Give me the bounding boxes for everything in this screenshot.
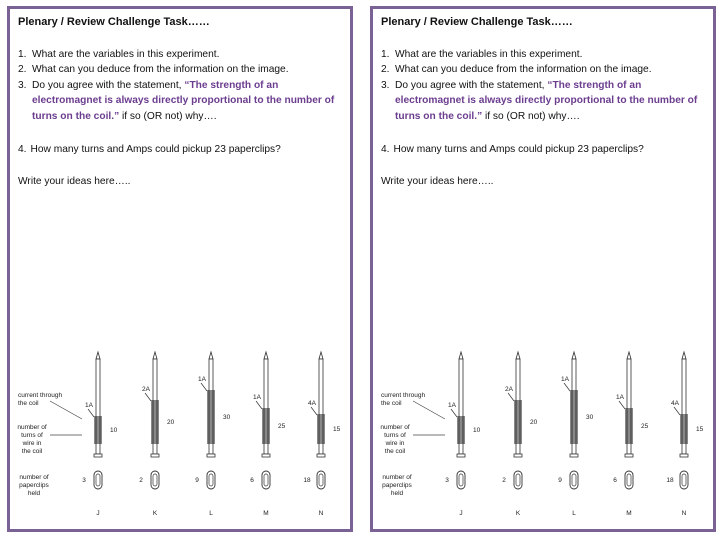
question-number: 2. [381, 64, 390, 76]
magnet-label: M [626, 510, 632, 517]
paperclip-count: 3 [445, 477, 449, 484]
current-arrow [88, 409, 94, 417]
electromagnet-L [558, 352, 593, 517]
row-label-turns: wire in [22, 440, 42, 447]
question-number: 4. [18, 144, 27, 155]
nail-tip [459, 352, 463, 359]
paperclip-count: 9 [195, 477, 199, 484]
question-number: 1. [381, 49, 390, 60]
question-text-end: if so (OR not) why…. [119, 110, 217, 122]
nail-head [457, 454, 465, 457]
nail-tip [572, 352, 576, 359]
task-card-right [370, 6, 716, 532]
nail-head [570, 454, 578, 457]
nail-shaft [319, 359, 323, 454]
question-text: What can you deduce from the information on the image. [32, 64, 289, 76]
current-arrow [451, 409, 457, 417]
question-1 [381, 47, 711, 62]
card-title: Plenary / Review Challenge Task…… [381, 16, 573, 28]
nail-shaft [96, 359, 100, 454]
current-label: 1A [561, 376, 569, 383]
electromagnet-K [139, 352, 174, 517]
current-label: 4A [308, 400, 316, 407]
magnet-label: N [681, 510, 687, 517]
paperclip-inner [153, 474, 157, 486]
nail-head [262, 454, 270, 457]
current-label: 2A [505, 386, 513, 393]
paperclip-inner [96, 474, 100, 486]
row-label-paperclips: held [27, 490, 41, 497]
write-prompt: Write your ideas here….. [381, 176, 494, 187]
current-arrow [674, 407, 680, 415]
current-arrow [145, 393, 151, 401]
nail-shaft [627, 359, 631, 454]
row-label-paperclips: held [390, 490, 404, 497]
current-label: 1A [198, 376, 206, 383]
row-label-turns: number of [380, 424, 410, 431]
nail-head [151, 454, 159, 457]
question-text: How many turns and Amps could pickup 23 paperclips? [30, 144, 281, 155]
turns-label: 25 [278, 423, 286, 430]
current-label: 1A [85, 402, 93, 409]
question-text: How many turns and Amps could pickup 23 paperclips? [393, 144, 644, 155]
nail-head [317, 454, 325, 457]
paperclip-count: 2 [502, 477, 506, 484]
turns-label: 20 [530, 419, 538, 426]
question-1 [18, 47, 348, 62]
question-number: 3. [18, 79, 27, 91]
quoted-statement: “The strength of an electromagnet is always directly proportional to the number of turns on the coil.” [32, 79, 335, 122]
current-pointer-line [413, 401, 445, 419]
electromagnet-M [250, 352, 285, 517]
electromagnet-M [613, 352, 648, 517]
nail-tip [153, 352, 157, 359]
turns-label: 25 [641, 423, 649, 430]
card-title: Plenary / Review Challenge Task…… [18, 16, 210, 28]
nail-head [514, 454, 522, 457]
paperclip-count: 18 [303, 477, 311, 484]
row-label-turns: wire in [385, 440, 405, 447]
current-label: 4A [671, 400, 679, 407]
magnet-label: L [209, 510, 213, 517]
paperclip-inner [572, 474, 576, 486]
current-arrow [619, 401, 625, 409]
row-label-turns: number of [17, 424, 47, 431]
question-number: 2. [18, 64, 27, 76]
nail-shaft [682, 359, 686, 454]
magnet-label: M [263, 510, 269, 517]
row-label-paperclips: number of [19, 474, 49, 481]
question-number: 1. [18, 49, 27, 60]
question-text: Do you agree with the statement, [395, 79, 548, 91]
paperclip-count: 18 [666, 477, 674, 484]
task-card-left [7, 6, 353, 532]
electromagnet-J [445, 352, 480, 517]
row-label-current: current through [381, 392, 426, 399]
magnet-label: N [318, 510, 324, 517]
nail-head [94, 454, 102, 457]
turns-label: 20 [167, 419, 175, 426]
paperclip-count: 2 [139, 477, 143, 484]
question-text-end: if so (OR not) why…. [482, 110, 580, 122]
turns-label: 10 [110, 427, 118, 434]
current-arrow [311, 407, 317, 415]
turns-label: 10 [473, 427, 481, 434]
nail-tip [627, 352, 631, 359]
electromagnet-K [502, 352, 537, 517]
row-label-current: current through [18, 392, 63, 399]
question-text: What are the variables in this experiment. [395, 49, 583, 60]
current-label: 1A [448, 402, 456, 409]
row-label-paperclips: paperclips [19, 482, 49, 489]
current-label: 1A [253, 394, 261, 401]
row-label-turns: turns of [384, 432, 406, 439]
magnet-label: L [572, 510, 576, 517]
paperclip-inner [682, 474, 686, 486]
electromagnet-N [303, 352, 340, 517]
row-label-turns: the coil [21, 448, 43, 455]
current-label: 2A [142, 386, 150, 393]
paperclip-inner [627, 474, 631, 486]
paperclip-inner [459, 474, 463, 486]
turns-label: 30 [586, 414, 594, 421]
turns-label: 30 [223, 414, 231, 421]
paperclip-count: 9 [558, 477, 562, 484]
nail-head [207, 454, 215, 457]
question-3 [18, 78, 348, 124]
nail-head [680, 454, 688, 457]
paperclip-inner [516, 474, 520, 486]
current-label: 1A [616, 394, 624, 401]
question-4 [381, 144, 644, 155]
current-pointer-line [50, 401, 82, 419]
electromagnet-diagram [373, 347, 713, 529]
nail-tip [209, 352, 213, 359]
electromagnet-J [82, 352, 117, 517]
magnet-label: K [152, 510, 158, 517]
current-arrow [564, 383, 570, 391]
write-prompt: Write your ideas here….. [18, 176, 131, 187]
paperclip-inner [319, 474, 323, 486]
row-label-current: the coil [18, 400, 39, 407]
current-arrow [256, 401, 262, 409]
electromagnet-diagram [10, 347, 350, 529]
turns-label: 15 [333, 426, 341, 433]
question-2 [18, 62, 348, 77]
row-label-turns: the coil [384, 448, 406, 455]
magnet-label: J [459, 510, 463, 517]
nail-tip [264, 352, 268, 359]
paperclip-inner [264, 474, 268, 486]
question-4 [18, 144, 281, 155]
magnet-label: K [515, 510, 521, 517]
question-text: Do you agree with the statement, [32, 79, 185, 91]
row-label-current: the coil [381, 400, 402, 407]
question-list [18, 47, 348, 124]
question-3 [381, 78, 711, 124]
paperclip-count: 3 [82, 477, 86, 484]
row-label-paperclips: paperclips [382, 482, 412, 489]
row-label-paperclips: number of [382, 474, 412, 481]
quoted-statement: “The strength of an electromagnet is always directly proportional to the number of turns on the coil.” [395, 79, 698, 122]
turns-label: 15 [696, 426, 704, 433]
paperclip-inner [209, 474, 213, 486]
current-arrow [201, 383, 207, 391]
question-2 [381, 62, 711, 77]
nail-shaft [459, 359, 463, 454]
question-list [381, 47, 711, 124]
row-label-turns: turns of [21, 432, 43, 439]
electromagnet-N [666, 352, 703, 517]
electromagnet-L [195, 352, 230, 517]
nail-tip [319, 352, 323, 359]
nail-shaft [264, 359, 268, 454]
question-number: 4. [381, 144, 390, 155]
paperclip-count: 6 [250, 477, 254, 484]
nail-tip [682, 352, 686, 359]
question-number: 3. [381, 79, 390, 91]
magnet-label: J [96, 510, 100, 517]
nail-tip [96, 352, 100, 359]
paperclip-count: 6 [613, 477, 617, 484]
current-arrow [508, 393, 514, 401]
question-text: What can you deduce from the information on the image. [395, 64, 652, 76]
nail-head [625, 454, 633, 457]
question-text: What are the variables in this experiment. [32, 49, 220, 60]
nail-tip [516, 352, 520, 359]
